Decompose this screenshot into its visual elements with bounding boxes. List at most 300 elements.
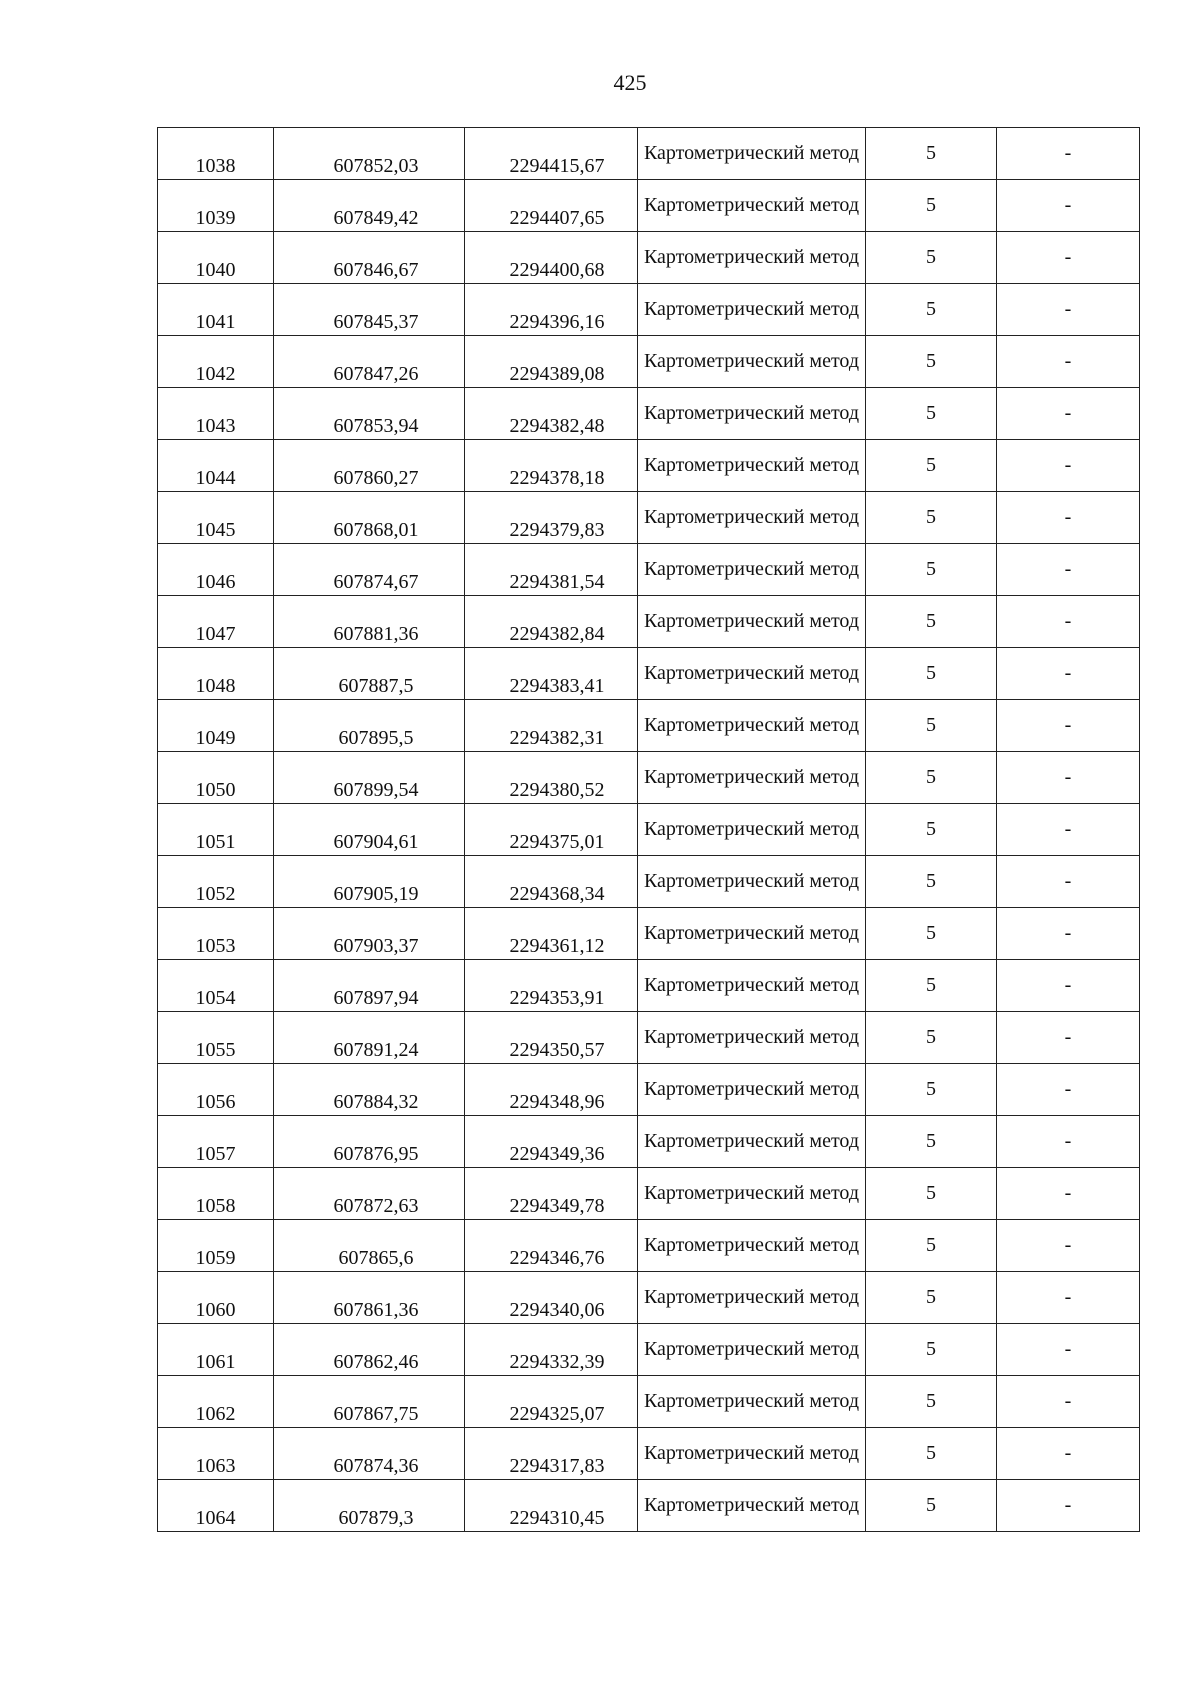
accuracy-cell — [866, 596, 997, 648]
method-text: Картометрический метод — [643, 610, 860, 632]
note-text: - — [1064, 298, 1072, 320]
method-text: Картометрический метод — [643, 922, 860, 944]
method-cell — [638, 856, 866, 908]
y-coordinate-cell — [465, 700, 638, 752]
method-cell — [638, 232, 866, 284]
x-coordinate-text: 607865,6 — [338, 1247, 414, 1269]
x-coordinate-cell — [274, 128, 465, 180]
accuracy-text: 5 — [926, 1390, 936, 1412]
x-coordinate-cell — [274, 1272, 465, 1324]
note-text: - — [1064, 662, 1072, 684]
method-text: Картометрический метод — [643, 1078, 860, 1100]
point-number-cell — [158, 1324, 274, 1376]
table-row — [158, 596, 1140, 648]
accuracy-cell — [866, 1168, 997, 1220]
note-cell — [997, 1376, 1140, 1428]
point-number-cell — [158, 1064, 274, 1116]
x-coordinate-cell — [274, 1012, 465, 1064]
point-number-cell — [158, 1428, 274, 1480]
table-row — [158, 284, 1140, 336]
point-number-text: 1044 — [195, 467, 236, 489]
y-coordinate-text: 2294379,83 — [509, 519, 605, 541]
method-cell — [638, 1428, 866, 1480]
x-coordinate-cell — [274, 596, 465, 648]
accuracy-cell — [866, 648, 997, 700]
accuracy-cell — [866, 336, 997, 388]
accuracy-text: 5 — [926, 298, 936, 320]
accuracy-text: 5 — [926, 1286, 936, 1308]
note-cell — [997, 1064, 1140, 1116]
accuracy-text: 5 — [926, 1234, 936, 1256]
note-text: - — [1064, 870, 1072, 892]
point-number-cell — [158, 856, 274, 908]
accuracy-text: 5 — [926, 870, 936, 892]
method-text: Картометрический метод — [643, 194, 860, 216]
y-coordinate-cell — [465, 960, 638, 1012]
accuracy-cell — [866, 1116, 997, 1168]
note-text: - — [1064, 766, 1072, 788]
x-coordinate-cell — [274, 284, 465, 336]
table-row — [158, 180, 1140, 232]
point-number-cell — [158, 1480, 274, 1532]
point-number-text: 1042 — [195, 363, 236, 385]
method-text: Картометрический метод — [643, 818, 860, 840]
note-text: - — [1064, 194, 1072, 216]
x-coordinate-text: 607895,5 — [338, 727, 414, 749]
note-text: - — [1064, 1182, 1072, 1204]
y-coordinate-cell — [465, 440, 638, 492]
y-coordinate-text: 2294378,18 — [509, 467, 605, 489]
method-cell — [638, 388, 866, 440]
x-coordinate-cell — [274, 232, 465, 284]
accuracy-text: 5 — [926, 142, 936, 164]
x-coordinate-text: 607867,75 — [333, 1403, 419, 1425]
point-number-cell — [158, 128, 274, 180]
x-coordinate-text: 607853,94 — [333, 415, 419, 437]
point-number-cell — [158, 960, 274, 1012]
x-coordinate-text: 607845,37 — [333, 311, 419, 333]
note-cell — [997, 1480, 1140, 1532]
y-coordinate-cell — [465, 1116, 638, 1168]
accuracy-cell — [866, 128, 997, 180]
method-cell — [638, 960, 866, 1012]
x-coordinate-cell — [274, 648, 465, 700]
accuracy-cell — [866, 1012, 997, 1064]
point-number-text: 1060 — [195, 1299, 236, 1321]
note-cell — [997, 908, 1140, 960]
accuracy-cell — [866, 856, 997, 908]
coordinates-table-body — [158, 128, 1140, 1532]
note-text: - — [1064, 714, 1072, 736]
note-cell — [997, 1220, 1140, 1272]
y-coordinate-text: 2294349,78 — [509, 1195, 605, 1217]
point-number-text: 1049 — [195, 727, 236, 749]
accuracy-text: 5 — [926, 194, 936, 216]
y-coordinate-text: 2294382,84 — [509, 623, 605, 645]
y-coordinate-text: 2294415,67 — [509, 155, 605, 177]
method-cell — [638, 1324, 866, 1376]
method-text: Картометрический метод — [643, 974, 860, 996]
point-number-cell — [158, 700, 274, 752]
x-coordinate-cell — [274, 960, 465, 1012]
y-coordinate-cell — [465, 232, 638, 284]
x-coordinate-cell — [274, 180, 465, 232]
x-coordinate-text: 607874,36 — [333, 1455, 419, 1477]
y-coordinate-text: 2294383,41 — [509, 675, 605, 697]
accuracy-text: 5 — [926, 610, 936, 632]
y-coordinate-cell — [465, 336, 638, 388]
y-coordinate-cell — [465, 284, 638, 336]
note-text: - — [1064, 974, 1072, 996]
y-coordinate-cell — [465, 1324, 638, 1376]
y-coordinate-cell — [465, 544, 638, 596]
x-coordinate-cell — [274, 1064, 465, 1116]
method-cell — [638, 440, 866, 492]
point-number-cell — [158, 1012, 274, 1064]
point-number-text: 1059 — [195, 1247, 236, 1269]
x-coordinate-text: 607876,95 — [333, 1143, 419, 1165]
point-number-cell — [158, 908, 274, 960]
page-number: 425 — [613, 70, 647, 95]
note-text: - — [1064, 506, 1072, 528]
table-row — [158, 1220, 1140, 1272]
table-row — [158, 336, 1140, 388]
note-cell — [997, 752, 1140, 804]
y-coordinate-text: 2294381,54 — [509, 571, 605, 593]
note-text: - — [1064, 922, 1072, 944]
method-text: Картометрический метод — [643, 558, 860, 580]
accuracy-text: 5 — [926, 454, 936, 476]
note-text: - — [1064, 246, 1072, 268]
note-cell — [997, 1272, 1140, 1324]
note-cell — [997, 1168, 1140, 1220]
point-number-cell — [158, 388, 274, 440]
note-cell — [997, 440, 1140, 492]
x-coordinate-text: 607899,54 — [333, 779, 419, 801]
point-number-text: 1040 — [195, 259, 236, 281]
y-coordinate-cell — [465, 1272, 638, 1324]
accuracy-text: 5 — [926, 350, 936, 372]
note-text: - — [1064, 1078, 1072, 1100]
method-text: Картометрический метод — [643, 1442, 860, 1464]
accuracy-text: 5 — [926, 922, 936, 944]
y-coordinate-cell — [465, 908, 638, 960]
point-number-cell — [158, 596, 274, 648]
method-cell — [638, 804, 866, 856]
point-number-text: 1055 — [195, 1039, 236, 1061]
point-number-text: 1038 — [195, 155, 236, 177]
table-row — [158, 960, 1140, 1012]
accuracy-text: 5 — [926, 506, 936, 528]
point-number-cell — [158, 544, 274, 596]
x-coordinate-text: 607874,67 — [333, 571, 419, 593]
x-coordinate-text: 607891,24 — [333, 1039, 419, 1061]
x-coordinate-cell — [274, 1428, 465, 1480]
accuracy-cell — [866, 1428, 997, 1480]
accuracy-text: 5 — [926, 1026, 936, 1048]
accuracy-text: 5 — [926, 402, 936, 424]
point-number-cell — [158, 1376, 274, 1428]
accuracy-text: 5 — [926, 1494, 936, 1516]
method-text: Картометрический метод — [643, 870, 860, 892]
y-coordinate-text: 2294361,12 — [509, 935, 605, 957]
x-coordinate-cell — [274, 1324, 465, 1376]
accuracy-text: 5 — [926, 246, 936, 268]
x-coordinate-text: 607887,5 — [338, 675, 414, 697]
method-cell — [638, 180, 866, 232]
method-cell — [638, 128, 866, 180]
x-coordinate-cell — [274, 1220, 465, 1272]
note-cell — [997, 284, 1140, 336]
note-cell — [997, 700, 1140, 752]
point-number-cell — [158, 284, 274, 336]
accuracy-cell — [866, 960, 997, 1012]
note-cell — [997, 232, 1140, 284]
note-text: - — [1064, 1494, 1072, 1516]
point-number-text: 1058 — [195, 1195, 236, 1217]
x-coordinate-cell — [274, 1376, 465, 1428]
method-text: Картометрический метод — [643, 714, 860, 736]
accuracy-cell — [866, 388, 997, 440]
y-coordinate-cell — [465, 1168, 638, 1220]
x-coordinate-text: 607881,36 — [333, 623, 419, 645]
table-row — [158, 388, 1140, 440]
x-coordinate-cell — [274, 440, 465, 492]
method-text: Картометрический метод — [643, 402, 860, 424]
table-row — [158, 1272, 1140, 1324]
accuracy-text: 5 — [926, 1130, 936, 1152]
x-coordinate-cell — [274, 804, 465, 856]
note-text: - — [1064, 350, 1072, 372]
y-coordinate-text: 2294317,83 — [509, 1455, 605, 1477]
y-coordinate-text: 2294350,57 — [509, 1039, 605, 1061]
table-row — [158, 804, 1140, 856]
note-text: - — [1064, 1338, 1072, 1360]
y-coordinate-text: 2294382,48 — [509, 415, 605, 437]
y-coordinate-text: 2294400,68 — [509, 259, 605, 281]
x-coordinate-cell — [274, 1116, 465, 1168]
method-text: Картометрический метод — [643, 142, 860, 164]
table-row — [158, 1428, 1140, 1480]
point-number-cell — [158, 1272, 274, 1324]
note-cell — [997, 1012, 1140, 1064]
point-number-text: 1045 — [195, 519, 236, 541]
note-cell — [997, 1324, 1140, 1376]
table-row — [158, 1012, 1140, 1064]
point-number-text: 1063 — [195, 1455, 236, 1477]
table-row — [158, 752, 1140, 804]
y-coordinate-text: 2294348,96 — [509, 1091, 605, 1113]
point-number-cell — [158, 492, 274, 544]
note-cell — [997, 648, 1140, 700]
x-coordinate-cell — [274, 700, 465, 752]
method-text: Картометрический метод — [643, 662, 860, 684]
y-coordinate-text: 2294375,01 — [509, 831, 605, 853]
point-number-text: 1053 — [195, 935, 236, 957]
point-number-text: 1043 — [195, 415, 236, 437]
y-coordinate-text: 2294349,36 — [509, 1143, 605, 1165]
note-text: - — [1064, 818, 1072, 840]
point-number-cell — [158, 180, 274, 232]
note-cell — [997, 804, 1140, 856]
x-coordinate-text: 607861,36 — [333, 1299, 419, 1321]
point-number-text: 1046 — [195, 571, 236, 593]
method-cell — [638, 752, 866, 804]
method-cell — [638, 1220, 866, 1272]
method-cell — [638, 336, 866, 388]
note-cell — [997, 128, 1140, 180]
method-text: Картометрический метод — [643, 1130, 860, 1152]
note-text: - — [1064, 1390, 1072, 1412]
y-coordinate-cell — [465, 388, 638, 440]
method-cell — [638, 1012, 866, 1064]
method-text: Картометрический метод — [643, 1286, 860, 1308]
accuracy-cell — [866, 1272, 997, 1324]
method-cell — [638, 284, 866, 336]
note-text: - — [1064, 1026, 1072, 1048]
note-cell — [997, 336, 1140, 388]
point-number-text: 1047 — [195, 623, 236, 645]
point-number-text: 1064 — [195, 1507, 236, 1529]
y-coordinate-cell — [465, 752, 638, 804]
note-text: - — [1064, 610, 1072, 632]
x-coordinate-text: 607897,94 — [333, 987, 419, 1009]
y-coordinate-cell — [465, 1012, 638, 1064]
table-row — [158, 1376, 1140, 1428]
accuracy-text: 5 — [926, 1182, 936, 1204]
accuracy-cell — [866, 804, 997, 856]
x-coordinate-text: 607849,42 — [333, 207, 419, 229]
method-text: Картометрический метод — [643, 1026, 860, 1048]
table-row — [158, 492, 1140, 544]
method-cell — [638, 596, 866, 648]
y-coordinate-cell — [465, 648, 638, 700]
note-cell — [997, 180, 1140, 232]
method-text: Картометрический метод — [643, 766, 860, 788]
accuracy-text: 5 — [926, 558, 936, 580]
note-text: - — [1064, 402, 1072, 424]
point-number-text: 1062 — [195, 1403, 236, 1425]
x-coordinate-text: 607862,46 — [333, 1351, 419, 1373]
point-number-cell — [158, 440, 274, 492]
x-coordinate-text: 607903,37 — [333, 935, 419, 957]
table-row — [158, 1324, 1140, 1376]
note-cell — [997, 544, 1140, 596]
x-coordinate-text: 607868,01 — [333, 519, 419, 541]
note-cell — [997, 388, 1140, 440]
accuracy-cell — [866, 1324, 997, 1376]
accuracy-cell — [866, 492, 997, 544]
point-number-text: 1061 — [195, 1351, 236, 1373]
x-coordinate-text: 607904,61 — [333, 831, 419, 853]
table-row — [158, 908, 1140, 960]
method-text: Картометрический метод — [643, 1494, 860, 1516]
y-coordinate-text: 2294332,39 — [509, 1351, 605, 1373]
point-number-text: 1057 — [195, 1143, 236, 1165]
y-coordinate-text: 2294310,45 — [509, 1507, 605, 1529]
note-text: - — [1064, 1130, 1072, 1152]
x-coordinate-text: 607884,32 — [333, 1091, 419, 1113]
accuracy-text: 5 — [926, 818, 936, 840]
y-coordinate-text: 2294382,31 — [509, 727, 605, 749]
x-coordinate-text: 607846,67 — [333, 259, 419, 281]
note-text: - — [1064, 1442, 1072, 1464]
note-text: - — [1064, 558, 1072, 580]
method-cell — [638, 492, 866, 544]
y-coordinate-text: 2294380,52 — [509, 779, 605, 801]
table-row — [158, 544, 1140, 596]
y-coordinate-cell — [465, 1220, 638, 1272]
accuracy-cell — [866, 908, 997, 960]
table-row — [158, 440, 1140, 492]
table-row — [158, 1116, 1140, 1168]
note-cell — [997, 960, 1140, 1012]
table-row — [158, 1480, 1140, 1532]
table-row — [158, 856, 1140, 908]
table-row — [158, 1064, 1140, 1116]
x-coordinate-cell — [274, 908, 465, 960]
table-row — [158, 232, 1140, 284]
accuracy-cell — [866, 232, 997, 284]
accuracy-cell — [866, 1376, 997, 1428]
y-coordinate-cell — [465, 1376, 638, 1428]
accuracy-text: 5 — [926, 1442, 936, 1464]
note-cell — [997, 856, 1140, 908]
y-coordinate-text: 2294368,34 — [509, 883, 605, 905]
table-row — [158, 1168, 1140, 1220]
point-number-cell — [158, 804, 274, 856]
point-number-cell — [158, 648, 274, 700]
x-coordinate-cell — [274, 492, 465, 544]
x-coordinate-cell — [274, 388, 465, 440]
point-number-text: 1041 — [195, 311, 236, 333]
method-text: Картометрический метод — [643, 350, 860, 372]
accuracy-cell — [866, 752, 997, 804]
x-coordinate-cell — [274, 336, 465, 388]
x-coordinate-cell — [274, 752, 465, 804]
x-coordinate-text: 607847,26 — [333, 363, 419, 385]
accuracy-cell — [866, 700, 997, 752]
point-number-cell — [158, 1220, 274, 1272]
method-cell — [638, 544, 866, 596]
accuracy-text: 5 — [926, 974, 936, 996]
y-coordinate-text: 2294340,06 — [509, 1299, 605, 1321]
accuracy-cell — [866, 180, 997, 232]
point-number-text: 1051 — [195, 831, 236, 853]
point-number-text: 1052 — [195, 883, 236, 905]
point-number-cell — [158, 752, 274, 804]
method-cell — [638, 1168, 866, 1220]
method-text: Картометрический метод — [643, 506, 860, 528]
accuracy-text: 5 — [926, 1078, 936, 1100]
note-cell — [997, 1116, 1140, 1168]
accuracy-text: 5 — [926, 714, 936, 736]
x-coordinate-cell — [274, 856, 465, 908]
accuracy-cell — [866, 1064, 997, 1116]
x-coordinate-text: 607905,19 — [333, 883, 419, 905]
y-coordinate-text: 2294389,08 — [509, 363, 605, 385]
accuracy-text: 5 — [926, 1338, 936, 1360]
method-text: Картометрический метод — [643, 1182, 860, 1204]
method-text: Картометрический метод — [643, 246, 860, 268]
y-coordinate-cell — [465, 804, 638, 856]
table-row — [158, 648, 1140, 700]
point-number-cell — [158, 1116, 274, 1168]
y-coordinate-text: 2294325,07 — [509, 1403, 605, 1425]
y-coordinate-cell — [465, 596, 638, 648]
accuracy-cell — [866, 1220, 997, 1272]
coordinates-table — [157, 127, 1140, 1532]
